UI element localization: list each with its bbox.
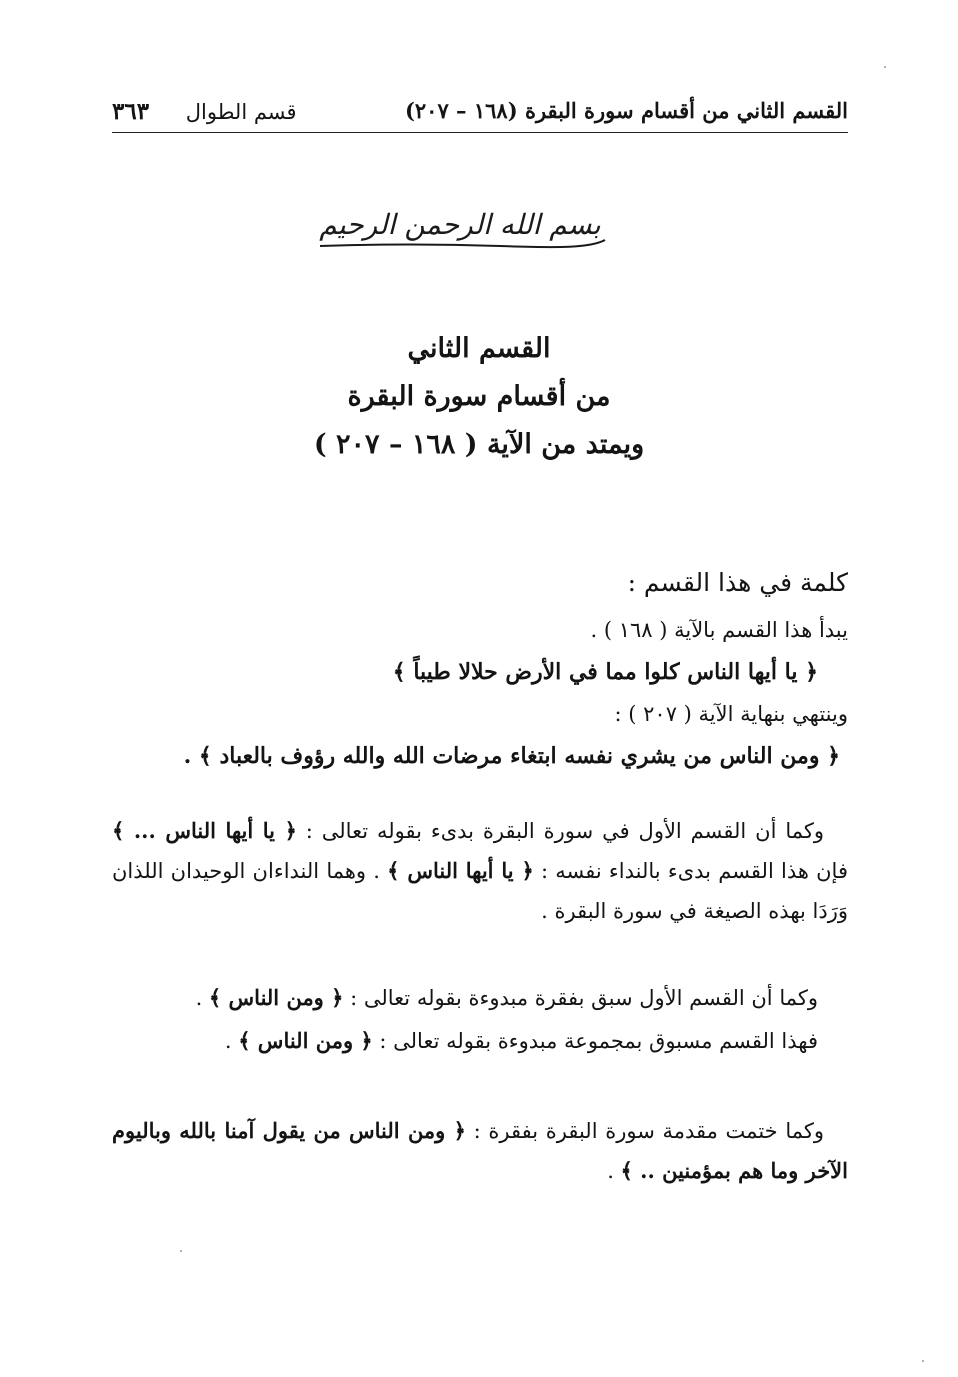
title-line-2: من أقسام سورة البقرة (347, 381, 611, 412)
paragraph-1-quote-b: ﴿ يا أيها الناس ﴾ (387, 858, 534, 883)
scan-dot (884, 66, 886, 68)
section-name: قسم الطوال (185, 100, 297, 124)
paragraph-4 (112, 1111, 848, 1191)
paragraph-1-text-c: . وهما النداءان الوحيدان اللذان وَرَدَا بهذه الصيغة في سورة البقرة . (112, 859, 848, 923)
quran-verse-2: ﴿ ومن الناس من يشري نفسه ابتغاء مرضات الله والله رؤوف بالعباد ﴾ . (183, 743, 840, 769)
start-line: يبدأ هذا القسم بالآية ( ١٦٨ ) . (590, 618, 848, 642)
quran-verse-1: ﴿ يا أيها الناس كلوا مما في الأرض حلالا طيباً ﴾ (392, 659, 818, 685)
paragraph-2-quote: ﴿ ومن الناس ﴾ (208, 985, 344, 1010)
paragraph-3 (112, 1018, 848, 1064)
paragraph-1-text-a: وكما أن القسم الأول في سورة البقرة بدىء بقوله تعالى : (296, 819, 824, 843)
paragraph-1-quote-a: ﴿ يا أيها الناس ... ﴾ (112, 818, 297, 843)
basmala-text: بسم الله الرحمن الرحيم (319, 208, 601, 241)
page-info (112, 98, 297, 125)
paragraph-3-end: . (224, 1029, 239, 1053)
paragraph-4-text: وكما ختمت مقدمة سورة البقرة بفقرة : (465, 1119, 824, 1143)
body-text (112, 560, 848, 1212)
paragraph-1-text-b: فإن هذا القسم بدىء بالنداء نفسه : (533, 859, 848, 883)
section-heading: كلمة في هذا القسم : (627, 568, 848, 597)
scan-dot (922, 1360, 924, 1362)
end-line: وينتهي بنهاية الآية ( ٢٠٧ ) : (614, 702, 848, 726)
scan-dot (180, 1250, 182, 1252)
paragraph-3-quote: ﴿ ومن الناس ﴾ (238, 1028, 373, 1053)
paragraph-1 (112, 811, 848, 931)
paragraph-3-text: فهذا القسم مسبوق بمجموعة مبدوءة بقوله تعالى : (372, 1029, 818, 1053)
basmala-calligraphy (300, 200, 620, 260)
running-title: القسم الثاني من أقسام سورة البقرة (١٦٨ – ٢٠٧) (404, 98, 848, 123)
section-title (200, 325, 758, 469)
page-number: ٣٦٣ (112, 98, 150, 125)
running-header (112, 92, 848, 133)
title-line-3: ويمتد من الآية ( ١٦٨ – ٢٠٧ ) (313, 429, 645, 460)
paragraph-4-end: . (607, 1159, 621, 1183)
title-line-1: القسم الثاني (407, 333, 551, 364)
paragraph-2 (112, 978, 848, 1018)
paragraph-2-end: . (195, 986, 209, 1010)
paragraph-4-quote: ﴿ ومن الناس من يقول آمنا بالله وباليوم الآخر وما هم بمؤمنين .. ﴾ (112, 1118, 848, 1183)
paragraph-2-text: وكما أن القسم الأول سبق بفقرة مبدوءة بقوله تعالى : (343, 986, 818, 1010)
